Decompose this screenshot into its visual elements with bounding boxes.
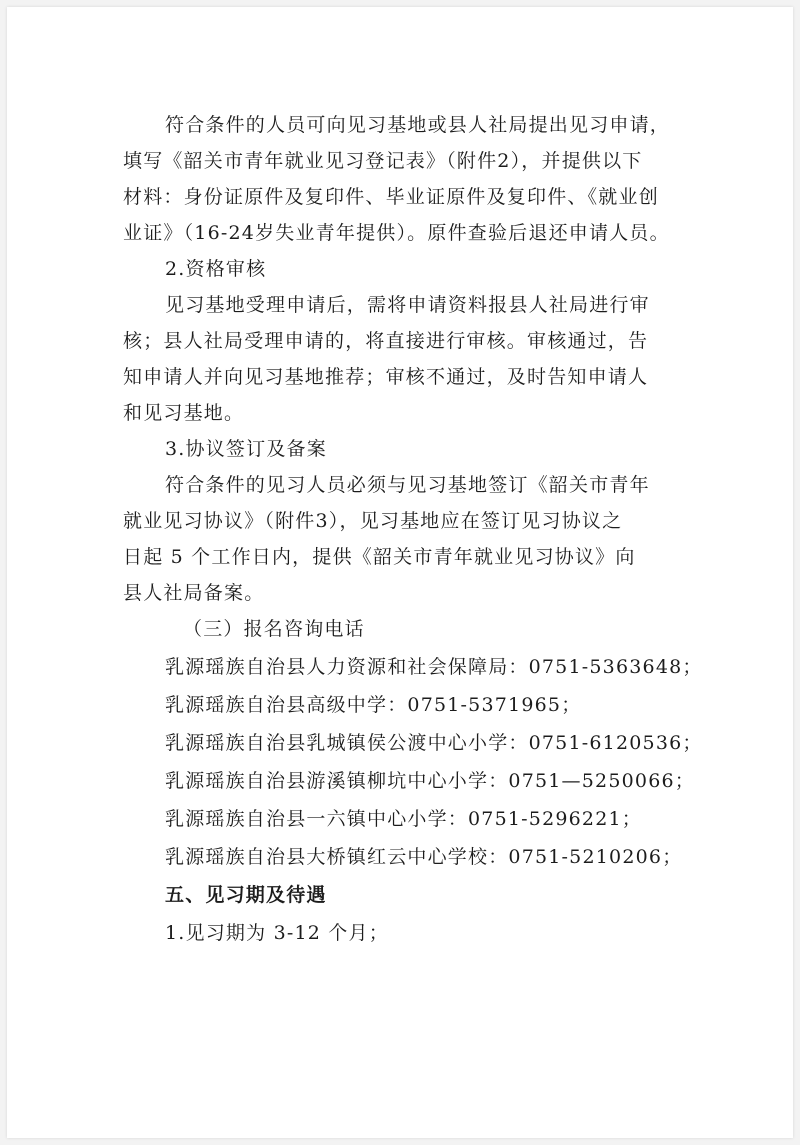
document-body [123,107,703,951]
paragraph-line: 填写《韶关市青年就业见习登记表》（附件2），并提供以下 [123,150,643,172]
contact-line: 乳源瑶族自治县游溪镇柳坑中心小学：0751—5250066； [165,770,695,792]
subsection-heading: 3.协议签订及备案 [165,438,327,460]
paragraph-line: 材料：身份证原件及复印件、毕业证原件及复印件、《就业创 [123,186,659,208]
document-page [7,7,793,1138]
paragraph-line: 业证》（16-24岁失业青年提供）。原件查验后退还申请人员。 [123,222,670,244]
paragraph-line: 日起 5 个工作日内，提供《韶关市青年就业见习协议》向 [123,546,636,568]
contact-line: 乳源瑶族自治县高级中学：0751-5371965； [165,694,582,716]
contact-line: 乳源瑶族自治县人力资源和社会保障局：0751-5363648； [165,656,703,678]
paragraph-line: 和见习基地。 [123,402,245,424]
contact-line: 乳源瑶族自治县乳城镇侯公渡中心小学：0751-6120536； [165,732,703,754]
section-heading: 五、见习期及待遇 [165,884,327,906]
section-heading: （三）报名咨询电话 [183,618,365,640]
contact-line: 乳源瑶族自治县一六镇中心小学：0751-5296221； [165,808,642,830]
paragraph-line: 核；县人社局受理申请的，将直接进行审核。审核通过，告 [123,330,649,352]
paragraph-line: 见习基地受理申请后，需将申请资料报县人社局进行审 [165,294,650,316]
paragraph-line: 县人社局备案。 [123,582,265,604]
paragraph-line: 知申请人并向见习基地推荐；审核不通过，及时告知申请人 [123,366,649,388]
subsection-heading: 2.资格审核 [165,258,267,280]
paragraph-line: 就业见习协议》（附件3），见习基地应在签订见习协议之 [123,510,623,532]
paragraph-line: 符合条件的见习人员必须与见习基地签订《韶关市青年 [165,474,650,496]
paragraph-line: 符合条件的人员可向见习基地或县人社局提出见习申请， [165,114,671,136]
contact-line: 乳源瑶族自治县大桥镇红云中心学校：0751-5210206； [165,846,683,868]
list-item: 1.见习期为 3-12 个月； [165,922,389,944]
